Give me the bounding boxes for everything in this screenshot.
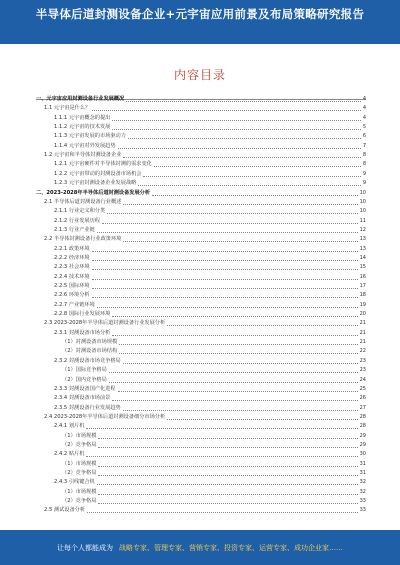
- toc-entry-page: 26: [359, 395, 366, 402]
- toc-entry-title: 2.2 半导体封测设备行业政策环境: [44, 236, 122, 243]
- toc-entry-page: 17: [359, 283, 366, 289]
- toc-leader-dots: [112, 335, 357, 336]
- toc-entry-title: （2）竞争格局: [62, 470, 97, 476]
- toc-entry-title: 一、元宇宙应用封测设备行业发展概况: [36, 96, 125, 102]
- toc-entry-page: 31: [359, 470, 366, 476]
- toc-entry[interactable]: [54, 161, 366, 168]
- toc-entry-title: 2.3 2023-2028年半导体后道封测设备行业发展分析: [44, 320, 166, 327]
- toc-entry-title: 2.2.6 环境分析: [54, 292, 90, 299]
- toc-leader-dots: [119, 353, 357, 354]
- toc-entry[interactable]: [54, 451, 366, 458]
- toc-entry-title: （2）竞争格局: [62, 441, 97, 448]
- toc-entry[interactable]: [62, 461, 366, 468]
- toc-entry-title: 1.1.4 元宇宙对外发展趋势: [54, 142, 116, 149]
- toc-entry[interactable]: [54, 227, 366, 234]
- toc-entry-title: （1）市场规模: [62, 432, 97, 439]
- toc-leader-dots: [92, 297, 358, 298]
- report-title: 半导体后道封测设备企业+元宇宙应用前景及布局策略研究报告: [35, 7, 365, 21]
- toc-leader-dots: [109, 382, 358, 383]
- toc-entry[interactable]: [54, 395, 366, 402]
- toc-entry-title: 2.4 2023-2028年半导体后道封测设备细分市场分析: [44, 413, 166, 420]
- toc-entry-title: 2.1 半导体后道封测设备行业概述: [44, 198, 122, 205]
- toc-entry[interactable]: [54, 423, 366, 430]
- toc-entry[interactable]: [54, 180, 366, 187]
- toc-entry-page: 13: [359, 245, 366, 252]
- toc-leader-dots: [98, 447, 357, 448]
- toc-entry[interactable]: [54, 133, 366, 140]
- toc-entry-page: 4: [362, 105, 366, 112]
- toc-leader-dots: [92, 269, 358, 270]
- toc-entry-page: 31: [359, 460, 366, 467]
- toc-entry-page: 21: [359, 329, 366, 336]
- toc-entry-page: 23: [359, 367, 366, 374]
- toc-entry[interactable]: [62, 339, 366, 346]
- toc-leader-dots: [138, 185, 361, 186]
- toc-entry-page: 5: [362, 124, 366, 131]
- toc-entry-page: 4: [362, 114, 366, 121]
- toc-entry-title: 2.4.3 引线键合机: [54, 479, 95, 486]
- toc-leader-dots: [123, 157, 360, 158]
- toc-entry-page: 28: [359, 423, 366, 430]
- toc-entry-page: 29: [359, 441, 366, 448]
- toc-leader-dots: [112, 129, 360, 130]
- report-header-banner: [0, 0, 400, 44]
- footer-tags: 战略专家、管理专家、营销专家、投资专家、运营专家、成功企业家……: [119, 543, 343, 552]
- toc-entry[interactable]: [62, 367, 366, 374]
- toc-entry[interactable]: [54, 255, 366, 262]
- toc-entry[interactable]: [54, 143, 366, 150]
- toc-entry-page: 27: [359, 404, 366, 411]
- toc-entry-title: 2.2.4 技术环境: [54, 273, 90, 280]
- toc-leader-dots: [152, 195, 358, 196]
- toc-entry-page: 16: [359, 273, 366, 280]
- toc-entry-title: 1.2.3 元宇宙封测设备企业发展战略: [54, 180, 137, 187]
- toc-entry-page: 12: [359, 226, 366, 233]
- toc-leader-dots: [118, 148, 361, 149]
- toc-entry[interactable]: [62, 470, 366, 477]
- toc-entry[interactable]: [54, 292, 366, 299]
- toc-entry-page: 10: [359, 189, 366, 196]
- toc-leader-dots: [98, 466, 357, 467]
- toc-entry[interactable]: [54, 386, 366, 393]
- toc-leader-dots: [92, 260, 358, 261]
- toc-entry[interactable]: [54, 311, 366, 318]
- toc-leader-dots: [92, 288, 358, 289]
- toc-entry-title: 2.4.2 贴片机: [54, 451, 85, 458]
- toc-entry[interactable]: [36, 96, 366, 103]
- toc-entry-page: 33: [359, 507, 366, 514]
- toc-entry-page: 7: [362, 142, 366, 149]
- toc-entry-title: 2.1.1 行业定义和分类: [54, 208, 106, 215]
- toc-entry-title: 2.3.3 封测设备国产化进程: [54, 385, 116, 392]
- toc-leader-dots: [123, 410, 358, 411]
- toc-leader-dots: [167, 419, 357, 420]
- toc-leader-dots: [112, 120, 360, 121]
- toc-leader-dots: [86, 456, 357, 457]
- toc-entry-title: 2.2.3 社会环境: [54, 264, 90, 271]
- toc-entry[interactable]: [54, 218, 366, 225]
- toc-entry-page: 33: [359, 498, 366, 505]
- toc-entry-title: 1.1 元宇宙是什么？: [44, 105, 91, 112]
- toc-entry[interactable]: [62, 442, 366, 449]
- toc-entry-page: 9: [362, 180, 366, 187]
- toc-entry-page: 32: [359, 479, 366, 486]
- toc-entry-page: 24: [359, 376, 366, 383]
- toc-leader-dots: [92, 279, 358, 280]
- toc-entry[interactable]: [54, 171, 366, 178]
- toc-entry-page: 6: [362, 133, 366, 140]
- toc-entry-page: 25: [359, 385, 366, 392]
- toc-leader-dots: [128, 138, 361, 139]
- toc-entry-page: 10: [359, 208, 366, 215]
- toc-entry-page: 32: [359, 488, 366, 495]
- toc-entry-page: 14: [359, 254, 366, 261]
- toc-entry[interactable]: [44, 105, 366, 112]
- toc-entry-page: 22: [359, 348, 366, 355]
- toc-entry[interactable]: [54, 115, 366, 122]
- toc-leader-dots: [98, 438, 357, 439]
- toc-entry[interactable]: [62, 433, 366, 440]
- toc-entry[interactable]: [54, 246, 366, 253]
- toc-entry-title: （2）国内竞争格局: [62, 376, 107, 383]
- toc-entry[interactable]: [44, 152, 366, 159]
- toc-entry[interactable]: [54, 274, 366, 281]
- toc-entry[interactable]: [44, 199, 366, 206]
- toc-entry-title: 1.2.1 元宇宙硬件对半导体封测的需求变化: [54, 161, 152, 168]
- toc-leader-dots: [98, 494, 357, 495]
- toc-entry-title: 2.3.5 封测设备行业发展趋势: [54, 404, 121, 411]
- toc-entry-title: 2.1.3 行业产业链: [54, 226, 95, 233]
- toc-entry[interactable]: [54, 302, 366, 309]
- toc-entry[interactable]: [62, 498, 366, 505]
- toc-entry-title: 二、2023-2028年半导体后道封测设备发展分析: [36, 189, 151, 196]
- toc-heading: 内容目录: [173, 68, 226, 82]
- toc-entry-title: （1）市场规模: [62, 488, 97, 495]
- toc-entry-title: 2.2.2 经济环境: [54, 254, 90, 261]
- toc-entry-page: 30: [359, 451, 366, 458]
- toc-entry-title: 2.3.4 封测设备市场前景: [54, 395, 111, 402]
- toc-entry[interactable]: [44, 507, 366, 514]
- toc-entry-page: 8: [362, 152, 366, 159]
- toc-entry[interactable]: [62, 377, 366, 384]
- toc-entry-title: （1）市场规模: [62, 460, 97, 467]
- toc-entry[interactable]: [54, 283, 366, 290]
- toc-entry-title: 2.2.5 国际环境: [54, 283, 90, 289]
- toc-leader-dots: [102, 223, 358, 224]
- footer-lead: 让每个人都能成为: [57, 543, 113, 552]
- toc-entry-page: 28: [359, 413, 366, 420]
- toc-leader-dots: [86, 428, 357, 429]
- toc-leader-dots: [118, 391, 358, 392]
- toc-leader-dots: [154, 166, 361, 167]
- toc-entry[interactable]: [54, 358, 366, 365]
- toc-entry[interactable]: [62, 348, 366, 355]
- toc-leader-dots: [112, 400, 357, 401]
- toc-leader-dots: [112, 316, 357, 317]
- toc-entry[interactable]: [54, 330, 366, 337]
- toc-leader-dots: [119, 344, 357, 345]
- toc-entry-title: 1.1.3 元宇宙发展的市场驱动力: [54, 133, 126, 140]
- toc-entry-title: 1.1.2 元宇宙的技术发展: [54, 124, 111, 131]
- toc-leader-dots: [97, 307, 358, 308]
- toc-entry-page: 20: [359, 311, 366, 318]
- toc-entry-title: 2.2.1 政策环境: [54, 245, 90, 252]
- toc-entry[interactable]: [44, 414, 366, 421]
- toc-leader-dots: [109, 372, 358, 373]
- toc-entry-page: 10: [359, 198, 366, 205]
- toc-entry-title: 1.2 元宇宙和半导体封测设备企业: [44, 152, 122, 159]
- toc-entry[interactable]: [54, 405, 366, 412]
- toc-entry[interactable]: [54, 479, 366, 486]
- toc-entry-title: （1）封测设备市场规模: [62, 339, 118, 346]
- toc-entry[interactable]: [54, 124, 366, 131]
- toc-entry[interactable]: [54, 264, 366, 271]
- toc-entry-title: （2）封测设备市场结构: [62, 348, 118, 355]
- toc-entry[interactable]: [36, 190, 366, 197]
- toc-entry-page: 11: [359, 217, 366, 224]
- toc-leader-dots: [92, 110, 361, 111]
- toc-entry-page: 19: [359, 301, 366, 308]
- toc-entry-title: （1）国际竞争格局: [62, 367, 107, 374]
- toc-entry[interactable]: [54, 208, 366, 215]
- toc-leader-dots: [98, 503, 357, 504]
- toc-entry-title: 2.3.2 封测设备市场竞争格局: [54, 357, 121, 364]
- toc-entry-page: 23: [359, 357, 366, 364]
- toc-entry-title: （2）竞争格局: [62, 498, 97, 505]
- toc-entry-page: 18: [359, 292, 366, 299]
- toc-entry-page: 29: [359, 432, 366, 439]
- toc-entry-title: 1.1.1 元宇宙概念的提出: [54, 114, 111, 121]
- toc-entry-title: 2.2.8 国际行业发展环境: [54, 311, 111, 318]
- toc-leader-dots: [107, 213, 357, 214]
- toc-leader-dots: [123, 241, 357, 242]
- report-footer-banner: [0, 530, 400, 565]
- toc-entry-title: 1.2.2 元宇宙带动的封测设备市场机会: [54, 170, 142, 177]
- toc-leader-dots: [126, 101, 361, 102]
- toc-leader-dots: [92, 251, 358, 252]
- toc-entry-page: 4: [362, 96, 366, 102]
- toc-leader-dots: [123, 204, 357, 205]
- toc-entry-page: 8: [362, 161, 366, 168]
- toc-entry-title: 2.3.1 封测设备市场分析: [54, 329, 111, 336]
- toc-leader-dots: [167, 325, 357, 326]
- toc-entry-page: 13: [359, 236, 366, 243]
- toc-entry-page: 21: [359, 320, 366, 327]
- toc-leader-dots: [97, 484, 358, 485]
- toc-leader-dots: [143, 176, 360, 177]
- toc-entry-page: 9: [362, 170, 366, 177]
- toc-entry-page: 15: [359, 264, 366, 271]
- toc-entry-title: 2.2.7 产业链环境: [54, 301, 95, 308]
- toc-leader-dots: [123, 363, 358, 364]
- toc-leader-dots: [98, 475, 357, 476]
- toc-entry-title: 2.5 测试设备分析: [44, 507, 86, 514]
- toc-entry-page: 21: [359, 339, 366, 346]
- toc-entry[interactable]: [62, 489, 366, 496]
- toc-entry-title: 2.4.1 划片机: [54, 423, 85, 430]
- toc-leader-dots: [97, 232, 358, 233]
- toc-entry-title: 2.1.2 行业发展历程: [54, 217, 100, 224]
- toc-leader-dots: [87, 512, 358, 513]
- toc-entry[interactable]: [44, 236, 366, 243]
- toc-entry[interactable]: [44, 320, 366, 327]
